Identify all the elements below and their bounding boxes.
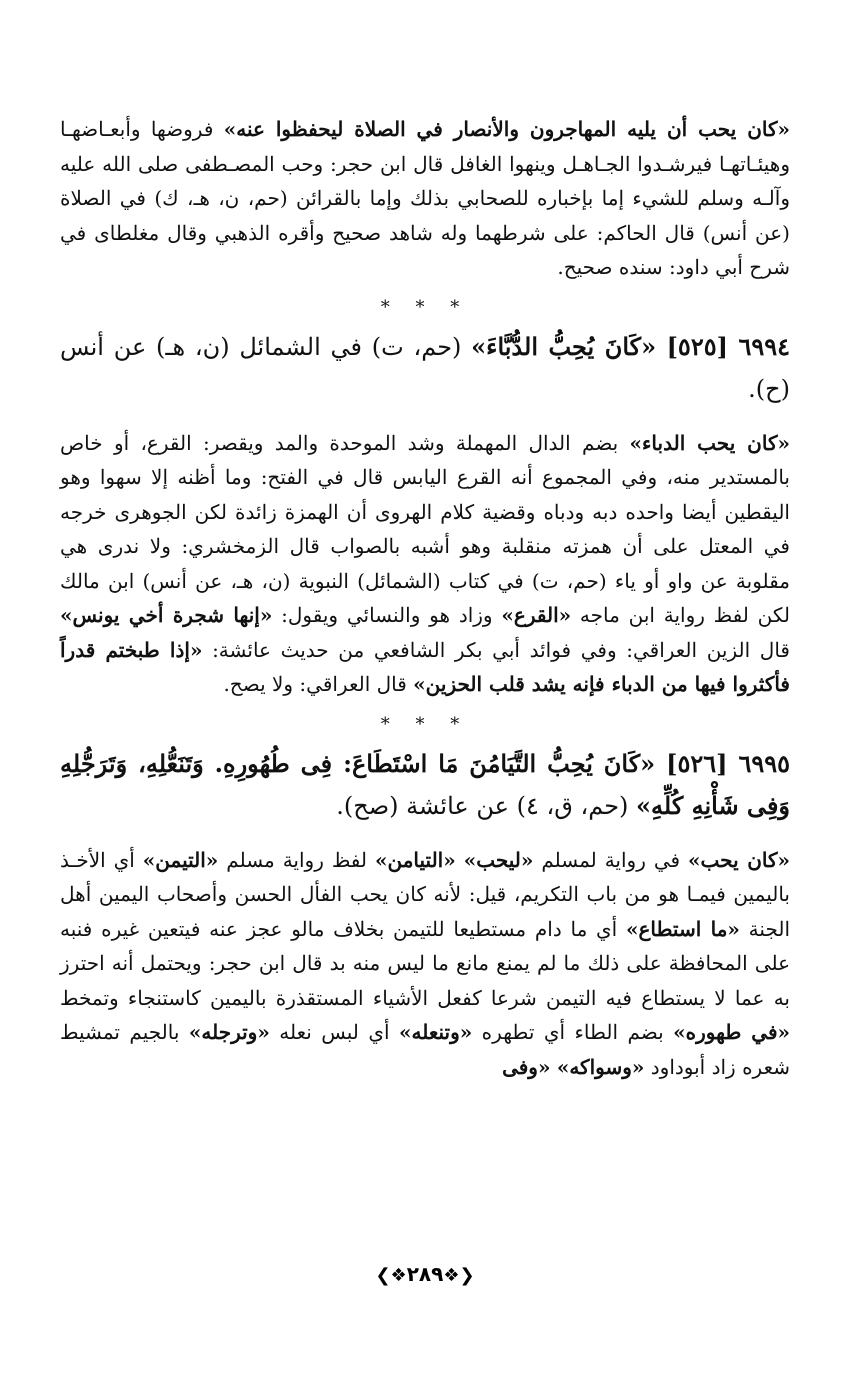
section-separator: * * * bbox=[380, 713, 470, 735]
commentary-text: فروضها وأبعـاضهـا وهيئـاتهـا فيرشـدوا الجـاهـل وينهوا الغافل قال ابن حجر: وحب المصـطفى صلى الله عليه وآلـه وسلم للشيء إما بإخباره للصحابي بذلك وإما بالقرائن (حم، ن، هـ، ك) في الصلاة (عن أنس) قال الحاكم: على شرطهما وله شاهد صحيح وأقره الذهبي وقال مغلطاى في شرح أبي داود: سنده صحيح. bbox=[60, 117, 790, 279]
bold-phrase: «ما استطاع» bbox=[625, 916, 740, 941]
bold-phrase: «التيامن» bbox=[374, 847, 456, 872]
ornament-left-icon: ❮❖ bbox=[443, 1265, 475, 1286]
commentary-paragraph-3 bbox=[60, 843, 790, 1085]
bold-phrase: «إذا طبختم قدراً فأكثروا فيها من الدباء فإنه يشد قلب الحزين» bbox=[60, 637, 790, 696]
entry-number: ٦٩٩٤ bbox=[738, 331, 790, 361]
ornament-right-icon: ❖❯ bbox=[375, 1265, 407, 1286]
bold-phrase: «التيمن» bbox=[142, 847, 219, 872]
hadith-text: «كَانَ يُحِبُّ الدُّبَّاءَ» bbox=[471, 331, 657, 361]
bold-phrase: «القرع» bbox=[501, 603, 572, 627]
commentary-text: بضم الدال المهملة وشد الموحدة والمد ويقصر: القرع، أو خاص بالمستدير منه، وفي المجموع أنه القرع اليابس قال في الفتح: وما أظنه إلا سهوا وهو اليقطين أيضا واحده دبه ودباه وقضية كلام الهروى أن الهمزة زائدة لكن الجوهرى خرجه في المعتل على أن همزته منقلبة وهو أشبه بالصواب قال الزمخشري: ولا ندرى هي مقلوبة عن واو أو ياء (حم، ت) في كتاب (الشمائل) النبوية (ن، هـ، عن أنس) ابن مالك لكن لفظ رواية ابن ماجه bbox=[60, 430, 791, 627]
entry-ref: [٥٢٦] bbox=[666, 748, 728, 778]
bold-phrase: «ليحب» bbox=[463, 847, 534, 872]
commentary-text: في رواية لمسلم bbox=[533, 847, 689, 872]
entry-number: ٦٩٩٥ bbox=[738, 748, 790, 778]
bold-phrase: «إنها شجرة أخي يونس» bbox=[60, 603, 273, 627]
bold-phrase: «وترجله» bbox=[188, 1020, 270, 1044]
hadith-entry-6994 bbox=[60, 326, 790, 410]
hadith-entry-6995 bbox=[60, 743, 790, 827]
commentary-text: أي الأخـذ باليمين فيمـا هو من باب التكريم، قيل: لأنه كان يحب الفأل الحسن وأصحاب اليمين أهل الجنة bbox=[60, 847, 790, 941]
bold-phrase: «كان يحب» bbox=[688, 847, 790, 872]
commentary-text: بضم الطاء أي تطهره bbox=[472, 1020, 674, 1044]
bold-phrase: «في طهوره» bbox=[673, 1020, 791, 1044]
commentary-text: بالجيم تمشيط شعره زاد أبوداود bbox=[60, 1020, 790, 1079]
hadith-source: (حم، ق، ٤) عن عائشة (صح). bbox=[336, 791, 637, 820]
section-separator: * * * bbox=[380, 296, 470, 318]
commentary-text: قال الزين العراقي: وفي فوائد أبي بكر الشافعي من حديث عائشة: bbox=[202, 637, 790, 662]
hadith-quote: «كان يحب أن يليه المهاجرون والأنصار في الصلاة ليحفظوا عنه» bbox=[223, 117, 790, 141]
page-number: ٢٨٩ bbox=[406, 1262, 444, 1286]
commentary-text: قال العراقي: ولا يصح. bbox=[223, 672, 414, 696]
bold-phrase: «كان يحب الدباء» bbox=[629, 430, 790, 455]
entry-ref: [٥٢٥] bbox=[666, 331, 728, 361]
commentary-text bbox=[456, 848, 464, 872]
commentary-paragraph-1 bbox=[60, 112, 790, 285]
bold-phrase: «وتنعله» bbox=[398, 1020, 473, 1044]
commentary-text: أي لبس نعله bbox=[269, 1020, 399, 1044]
commentary-paragraph-2 bbox=[60, 426, 790, 702]
bold-phrase: «وسواكه» bbox=[556, 1054, 645, 1079]
commentary-text: أي ما دام مستطيعا للتيمن بخلاف مالو عجز عنه فيتعين غيره فنبه على المحافظة على ذلك ما لم يمنع مانع ما ليس منه بد قال ابن حجر: ويحتمل أنه احترز به عما لا يستطاع فيه التيمن شرعا كفعل الأشياء المستقذرة باليمين كاستنجاء وتمخط bbox=[60, 916, 790, 1010]
hadith-source: (حم، ت) في الشمائل (ن، هـ) عن أنس (ح). bbox=[60, 332, 790, 403]
hadith-text: «كَانَ يُحِبُّ التَّيَامُنَ مَا اسْتَطَاعَ: فِى طُهُورِهِ. وَتَنَعُّلِهِ، وَتَرَجُّلِهِ وَفِى شَأْنِهِ كُلِّهِ» bbox=[60, 748, 790, 820]
bold-phrase: «وفى bbox=[502, 1054, 551, 1079]
page-footer bbox=[0, 1262, 850, 1286]
commentary-text: لفظ رواية مسلم bbox=[218, 847, 375, 872]
commentary-text: وزاد هو والنسائي ويقول: bbox=[272, 603, 502, 627]
